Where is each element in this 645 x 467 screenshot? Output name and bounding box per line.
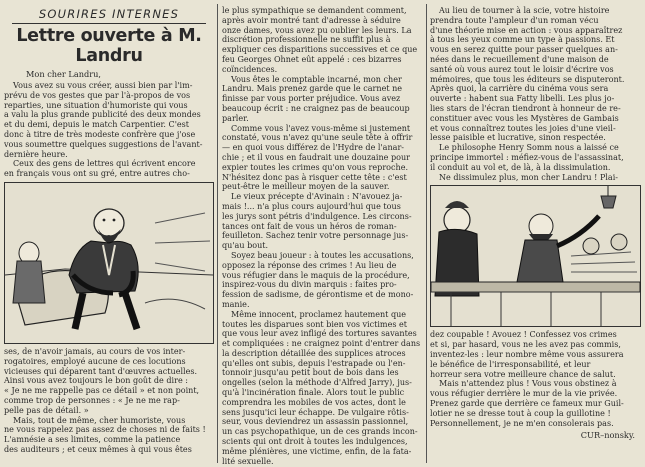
paragraph: ses, de n'avoir jamais, au cours de vos inter- rogatoires, employé aucune de ces locutions vicieuses qui déparent tant d'œuvres actuelles. Ainsi vous avez toujours le bon goût de dire : « Je ne me rappelle pas ce détail » et non point, comme trop de personnes : « Je ne me rap- pelle pas de détail. »	[4, 346, 200, 415]
paragraph: Ne dissimulez plus, mon cher Landru ! Plai-	[439, 172, 619, 182]
paragraph: Ceux des gens de lettres qui écrivent encore en français vous ont su gré, entre autres cho-	[4, 159, 196, 179]
paragraph: Au lieu de tourner à la scie, votre histoire prendra toute l'ampleur d'un roman vécu d'une théorie mise en action : vous apparaîtrez à tous les yeux comme un type à passions. Et vous en serez quitte pour passer quelques an- nées dans le recueillement d'une maison de santé où vous aurez tout le loisir d'écrire vos mémoires, que tous les éditeurs se disputeront. Après quoi, la carrière du cinéma vous sera ouverte : habent sua Fatty libelli. Les plus jo- lies stars de l'écran tiendront à honneur de re- constituer avec vous les Mystères de Gambais et vous connaîtrez toutes les joies d'une vieil- lesse paisible et lucrative, sinon respectée.	[430, 6, 625, 143]
salutation: Mon cher Landru,	[26, 69, 102, 79]
paragraph: Mais, tout de même, cher humoriste, vous ne vous rappelez pas assez de choses ni de faits ! L'amnésie a ses limites, comme la patience des auditeurs ; et ceux mêmes à qui vous êtes	[4, 415, 206, 454]
illustration-cartoon-landru	[4, 182, 214, 344]
rubric-rule	[12, 23, 206, 24]
paragraph: Mais n'attendez plus ! Vous vous obstinez à vous réfugier derrière le mur de la vie privée. Prenez garde que derrière ce fameux mur Guil- lotier ne se dresse tout à coup la guillotine ! Personnellement, je ne m'en consolerais pas.	[430, 379, 624, 428]
illustration-courtroom	[430, 185, 641, 327]
paragraph: Vous avez su vous créer, aussi bien par l'im- prévu de vos gestes que par l'à-propos de vos reparties, une situation d'humoriste qui vous a valu la plus grande publicité des deux mondes et du demi, depuis le match Carpentier. C'est donc à titre de très modeste confrère que j'ose vous soumettre quelques suggestions de l'avant- dernière heure.	[4, 81, 203, 159]
rubric-title: SOURIRES INTERNES	[38, 7, 180, 21]
paragraph: Soyez beau joueur : à toutes les accusations, opposez la réponse des crimes ! Au lieu de vous réfugier dans le maquis de la procédure, inspirez-vous du divin marquis : faites pro- fession de sadisme, de gérontisme et de mono- manie.	[222, 250, 414, 309]
paragraph: Le vieux précepte d'Avinain : N'avouez ja- mais !... n'a plus cours aujourd'hui que tous les jurys sont pétris d'indulgence. Les circons- tances ont fait de vous un héros de roman- feuilleton. Sachez tenir votre personnage jus- qu'au bout.	[222, 192, 412, 251]
paragraph: le plus sympathique se demandent comment, après avoir montré tant d'adresse à séduire onze dames, vous avez pu oublier les leurs. La discrétion professionnelle ne suffit plus à expliquer ces disparitions successives et ce que feu Georges Ohnet eût appelé : ces bizarres coïncidences.	[222, 6, 418, 74]
courtroom-drawing	[431, 186, 640, 326]
article-headline: Lettre ouverte à M. Landru	[16, 26, 202, 66]
paragraph: dez coupable ! Avouez ! Confessez vos crimes et si, par hasard, vous ne les avez pas commis, inventez-les : leur nombre même vous assurera le bénéfice de l'irresponsabilité, et leur horreur sera votre meilleure chance de salut.	[430, 330, 624, 379]
cartoon-drawing	[5, 183, 213, 343]
column-1	[4, 6, 214, 461]
column-3	[430, 6, 641, 461]
paragraph: Vous êtes le comptable incarné, mon cher Landru. Mais prenez garde que le carnet ne finisse par vous porter préjudice. Vous avez beaucoup écrit : ne craignez pas de beaucoup parler.	[222, 74, 410, 123]
paragraph: Le philosophe Henry Somm nous a laissé ce principe immortel : méfiez-vous de l'assassinat, il conduit au vol et, de là, à la dissimulation.	[430, 143, 624, 172]
paragraph: Comme vous l'avez vous-même si justement constaté, vous n'avez qu'une seule tête à offrir — en quoi vous différez de l'Hydre de l'anar- chie ; et il vous en faudrait une douzaine pour expier toutes les crimes qu'on vous reproche. N'hésitez donc pas à risquer cette tête : c'est peut-être le meilleur moyen de la sauver.	[222, 123, 413, 192]
column-2	[222, 6, 422, 466]
column-divider	[217, 4, 218, 463]
column-divider	[426, 4, 427, 463]
paragraph: Même innocent, proclamez hautement que toutes les disparues sont bien vos victimes et que vous leur avez infligé des tortures savantes et compliquées : ne craignez point d'entrer dans la description détaillée des supplices atroces qu'elles ont subis, depuis l'estrapade ou l'en- tonnoir jusqu'au petit bout de bois dans les ongelles (selon la méthode d'Alfred Jarry), jus- qu'à l'incinération finale. Alors tout le public comprendra les mobiles de vos actes, dont le sens jusqu'ici leur échappe. De vulgaire rôtis- seur, vous deviendrez un assassin passionnel, un cas psychopathique, un de ces grands incon- scients qui ont droit à toutes les indulgences, même plénières, une victime, enfin, de la fata- lité sexuelle.	[222, 309, 421, 466]
author-signature: CUR–nonsky.	[580, 430, 635, 441]
